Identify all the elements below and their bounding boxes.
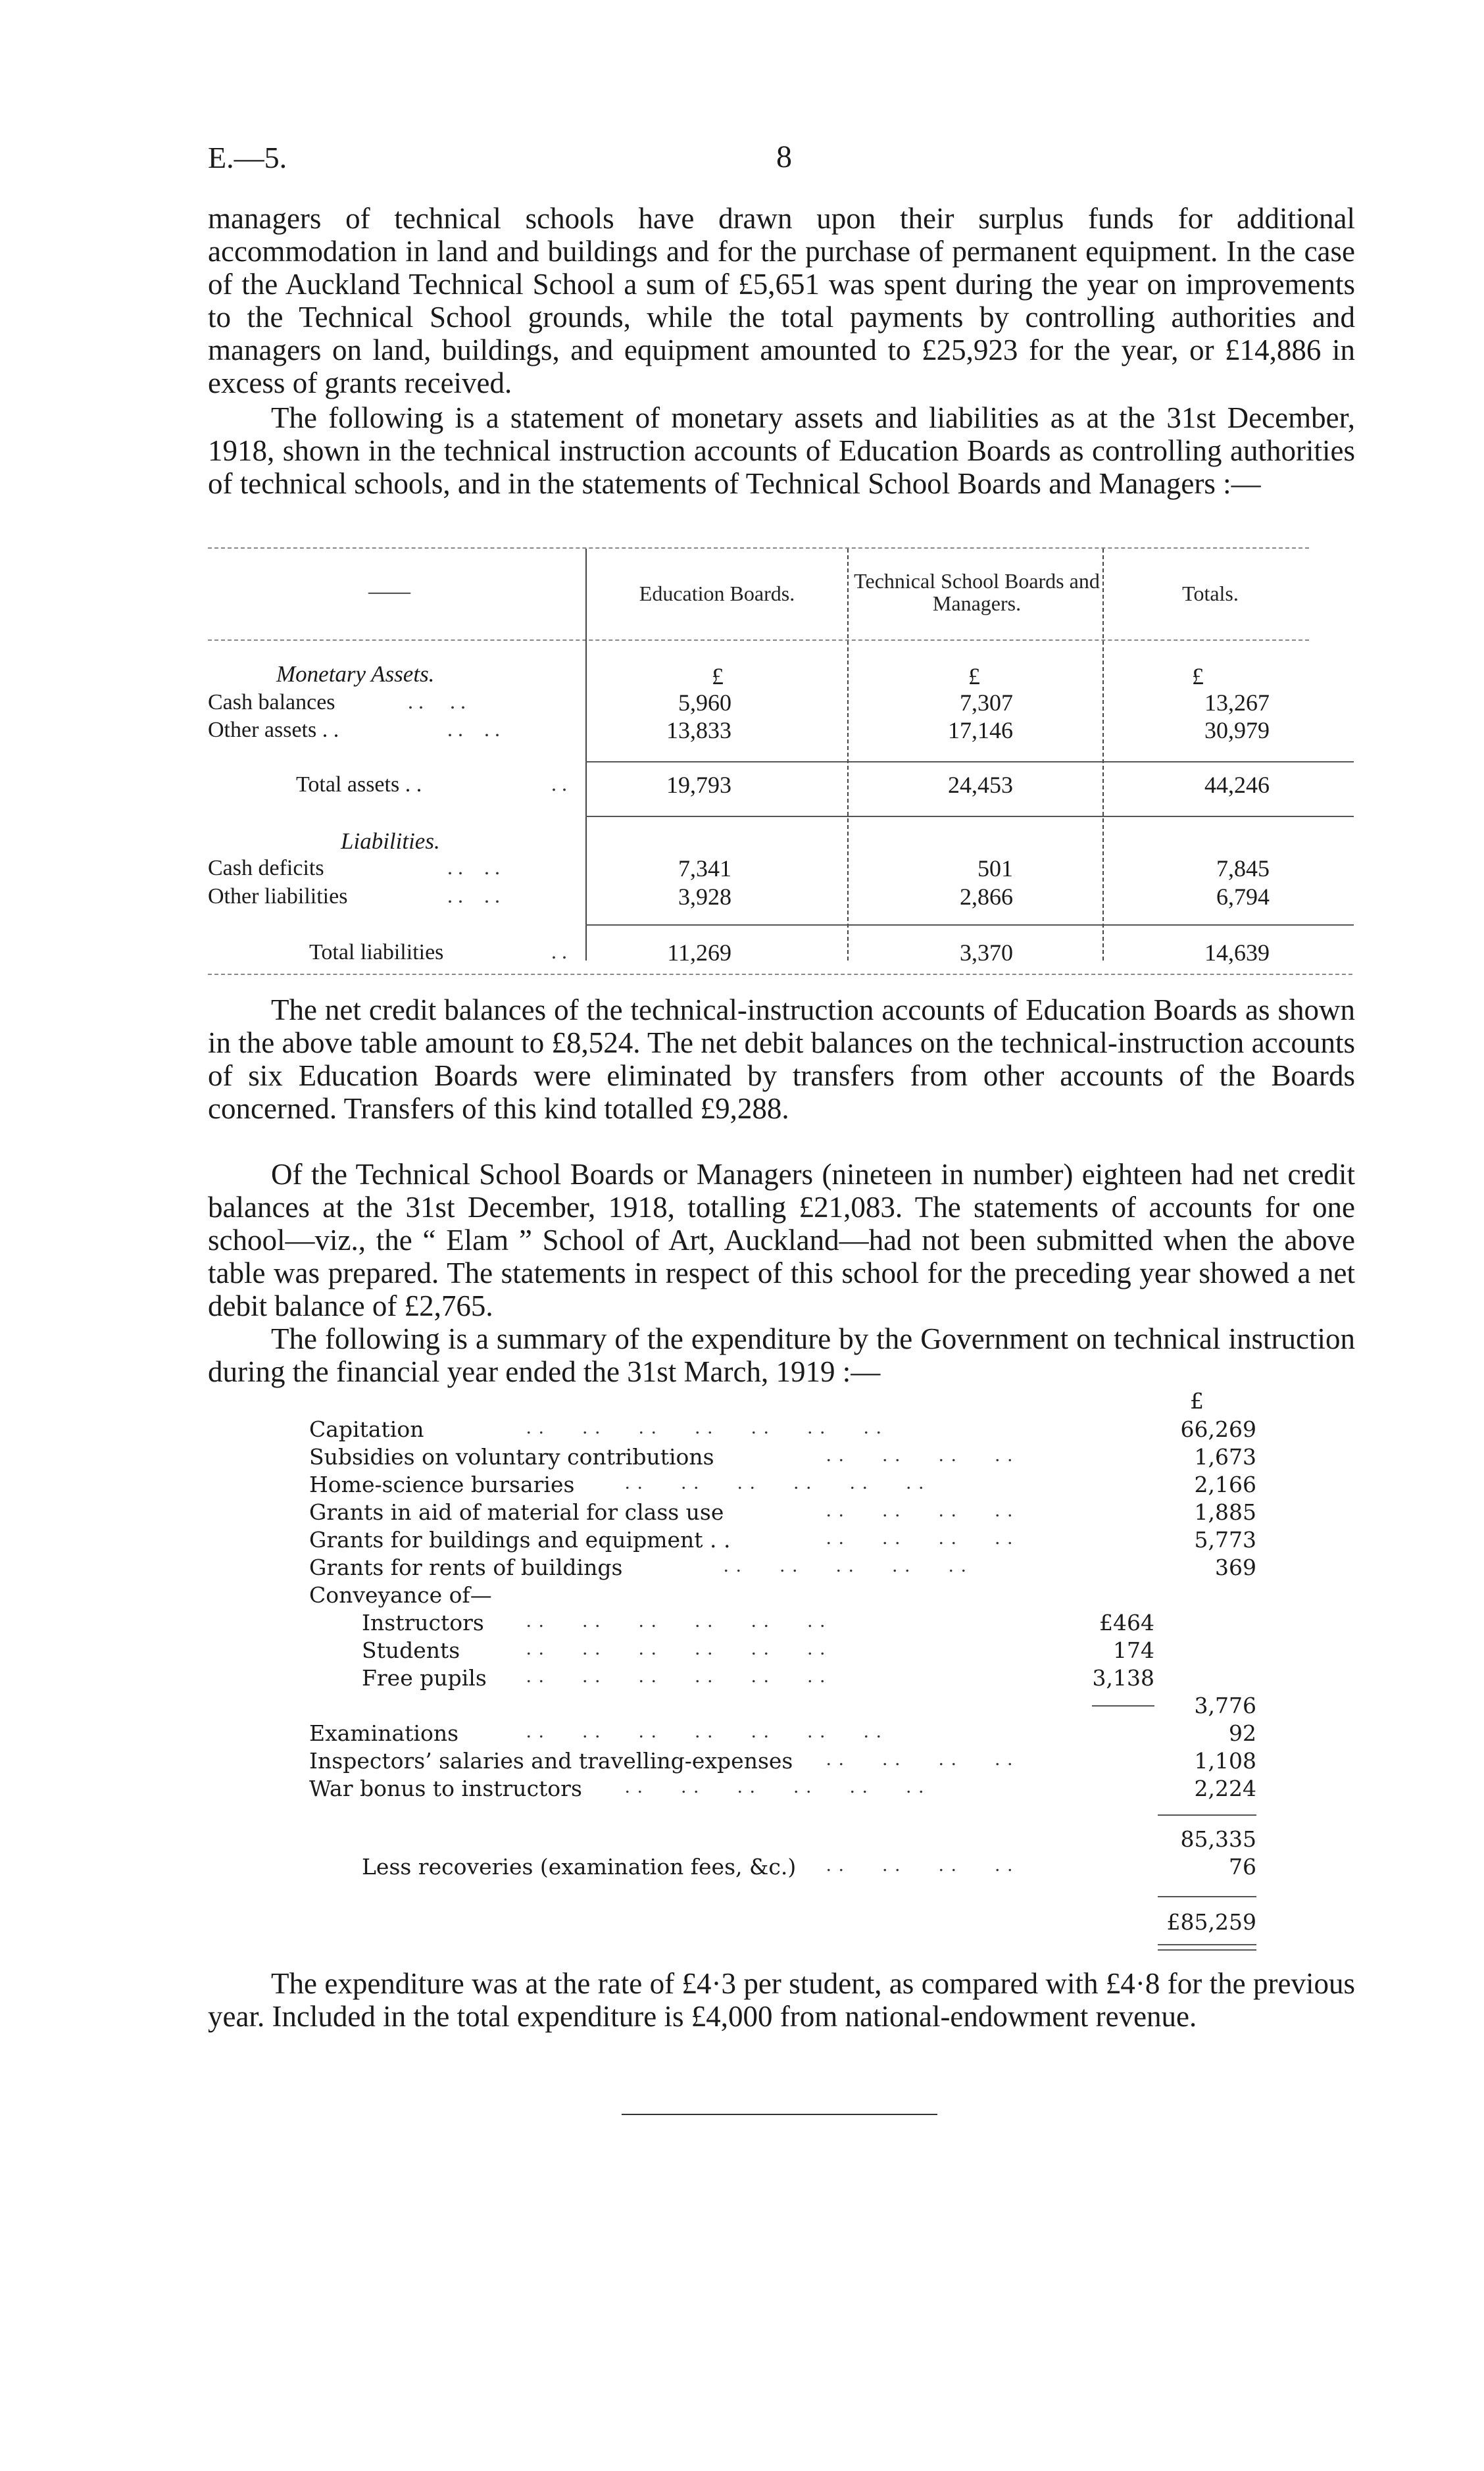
expenditure-label-home-science: Home-science bursaries [309,1472,575,1497]
expenditure-label-conveyance: Conveyance of— [309,1582,492,1608]
paragraph-6: The expenditure was at the rate of £4·3 per student, as compared with £4·8 for the previous year. Included in the total expenditure is £4,000 from national-endowment revenue. [208,1967,1355,2033]
expenditure-amount-building-grants: 5,773 [1194,1527,1256,1553]
paragraph-1: managers of technical schools have drawn upon their surplus funds for additional accommodation in land and buildings and for the purchase of permanent equipment. In the case of the Auckland Technical School a sum of £5,651 was spent during the year on improvements to the Technical School grounds, while the total payments by controlling authorities and managers on land, buildings, and equipment amounted to £25,923 for the year, or £14,886 in excess of grants received. [208,202,1355,399]
conveyance-total: 3,776 [1194,1693,1256,1718]
expenditure-label-war-bonus: War bonus to instructors [309,1776,582,1801]
subtotal-rule [1158,1814,1256,1816]
paragraph-2: The following is a statement of monetary assets and liabilities as at the 31st December, 1918, shown in the technical instruction accounts of Education Boards as controlling authorities of technical schools, and in the statements of Technical School Boards and Managers :— [208,401,1355,500]
row-label-total-liabilities: Total liabilities [309,940,444,964]
cell-cash-balances-edu: 5,960 [678,689,731,716]
grand-total-rule-bottom-1 [1158,1944,1256,1945]
cell-other-liabilities-tech: 2,866 [960,884,1013,910]
conveyance-label-students: Students [362,1637,460,1663]
col-header-totals: Totals. [1182,582,1239,605]
less-recoveries-label: Less recoveries (examination fees, &c.) [362,1854,797,1880]
page-number: 8 [776,139,792,174]
expenditure-amount-material-grants: 1,885 [1194,1499,1256,1525]
col-divider-2 [847,549,849,961]
leader-dots: . . . . . . . . . . . . . . [526,1720,883,1742]
expenditure-amount-examinations: 92 [1229,1720,1256,1746]
expenditure-label-material-grants: Grants in aid of material for class use [309,1499,724,1525]
grand-total-rule-top [1158,1896,1256,1897]
rule-above-total-liabilities [585,924,1354,926]
paragraph-4: Of the Technical School Boards or Managers (nineteen in number) eighteen had net credit balances at the 31st December, 1918, totalling £21,083. The statements of accounts for one school—viz., the “ Elam ” School of Art, Auckland—had not been submitted when the above table was prepared. The statements in respect of this school for the preceding year showed a net debit balance of £2,765. [208,1158,1355,1322]
grand-total-rule-bottom-2 [1158,1949,1256,1951]
leader-dots: . . . . . . . . . . . . [625,1776,925,1797]
col-divider-3 [1102,549,1104,961]
leader-dots: . . . . [447,717,500,741]
leader-dots: . . . . . . . . . . . . [625,1472,925,1493]
conveyance-label-instructors: Instructors [362,1610,484,1635]
leader-dots: . . . . . . . . . . [724,1555,968,1576]
expenditure-amount-subsidies: 1,673 [1194,1444,1256,1470]
row-label-cash-balances: Cash balances [208,690,335,714]
row-label-cash-deficits: Cash deficits [208,856,324,880]
unit-col-3: £ [1192,663,1204,689]
col-header-education-boards: Education Boards. [639,582,795,605]
conveyance-amount-instructors: £464 [1099,1610,1154,1635]
expenditure-amount-inspectors: 1,108 [1194,1748,1256,1774]
col-header-technical-boards: Technical School Boards and Managers. [854,569,1100,615]
expenditure-label-building-grants: Grants for buildings and equipment . . [309,1527,731,1553]
leader-dots: . . . . [447,884,500,907]
expenditure-subtotal: 85,335 [1180,1826,1256,1852]
expenditure-label-subsidies: Subsidies on voluntary contributions [309,1444,714,1470]
conveyance-label-free-pupils: Free pupils [362,1665,487,1691]
expenditure-amount-capitation: 66,269 [1180,1416,1256,1442]
leader-dots: . . [551,939,567,963]
rule-above-total-assets [585,761,1354,762]
paragraph-5: The following is a summary of the expenditure by the Government on technical instruction during the financial year ended the 31st March, 1919 :— [208,1322,1355,1388]
expenditure-label-examinations: Examinations [309,1720,459,1746]
leader-dots: . . . . . . . . [826,1527,1014,1549]
row-label-other-assets: Other assets . . [208,718,339,742]
section-monetary-assets: Monetary Assets. [276,661,435,687]
table-corner: —— [368,579,410,603]
leader-dots: . . . . [447,855,500,879]
cell-total-assets-tech: 24,453 [948,772,1013,798]
leader-dots: . . . . . . . . [826,1748,1014,1770]
cell-total-assets-total: 44,246 [1204,772,1270,798]
unit-col-2: £ [968,663,980,689]
leader-dots: . . . . . . . . [826,1499,1014,1521]
leader-dots: . . . . . . . . [826,1854,1014,1876]
cell-other-liabilities-edu: 3,928 [678,884,731,910]
closing-rule [622,2114,937,2115]
cell-cash-deficits-total: 7,845 [1216,855,1270,882]
cell-other-liabilities-total: 6,794 [1216,884,1270,910]
cell-cash-deficits-edu: 7,341 [678,855,731,882]
cell-cash-balances-tech: 7,307 [960,689,1013,716]
cell-total-liabilities-tech: 3,370 [960,939,1013,966]
header-bottom-rule [208,639,1309,641]
leader-dots: . . . . . . . . . . . . [526,1637,826,1659]
table-top-rule [208,547,1309,549]
paragraph-3: The net credit balances of the technical-instruction accounts of Education Boards as shown in the above table amount to £8,524. The net debit balances on the technical-instruction accounts of six Education Boards were eliminated by transfers from other accounts of the Boards concerned. Transfers of this kind totalled £9,288. [208,993,1355,1125]
cell-cash-balances-total: 13,267 [1204,689,1270,716]
leader-dots: . . . . . . . . [826,1444,1014,1466]
row-label-total-assets: Total assets . . [296,772,422,797]
conveyance-amount-students: 174 [1113,1637,1154,1663]
expenditure-amount-rents: 369 [1215,1555,1256,1580]
expenditure-amount-war-bonus: 2,224 [1194,1776,1256,1801]
cell-total-assets-edu: 19,793 [666,772,731,798]
leader-dots: . . . . [408,689,466,713]
leader-dots: . . . . . . . . . . . . . . [526,1416,883,1438]
col-divider-1 [585,549,587,961]
leader-dots: . . . . . . . . . . . . [526,1665,826,1687]
cell-other-assets-edu: 13,833 [666,717,731,743]
unit-col-1: £ [712,663,724,689]
conveyance-amount-free-pupils: 3,138 [1092,1665,1154,1691]
less-recoveries-amount: 76 [1229,1854,1256,1880]
section-liabilities: Liabilities. [341,828,440,854]
leader-dots: . . [551,772,567,795]
cell-total-liabilities-edu: 11,269 [667,939,731,966]
expenditure-unit: £ [1190,1388,1204,1414]
expenditure-label-capitation: Capitation [309,1416,424,1442]
table-bottom-rule [208,974,1352,975]
expenditure-grand-total: £85,259 [1166,1909,1256,1935]
cell-other-assets-total: 30,979 [1204,717,1270,743]
document-code: E.—5. [208,141,287,174]
row-label-other-liabilities: Other liabilities [208,884,348,909]
rule-below-total-assets [585,816,1354,817]
expenditure-label-inspectors: Inspectors’ salaries and travelling-expenses [309,1748,793,1774]
leader-dots: . . . . . . . . . . . . [526,1610,826,1632]
expenditure-label-rents: Grants for rents of buildings [309,1555,623,1580]
cell-other-assets-tech: 17,146 [948,717,1013,743]
expenditure-amount-home-science: 2,166 [1194,1472,1256,1497]
cell-cash-deficits-tech: 501 [977,855,1013,882]
cell-total-liabilities-total: 14,639 [1204,939,1270,966]
